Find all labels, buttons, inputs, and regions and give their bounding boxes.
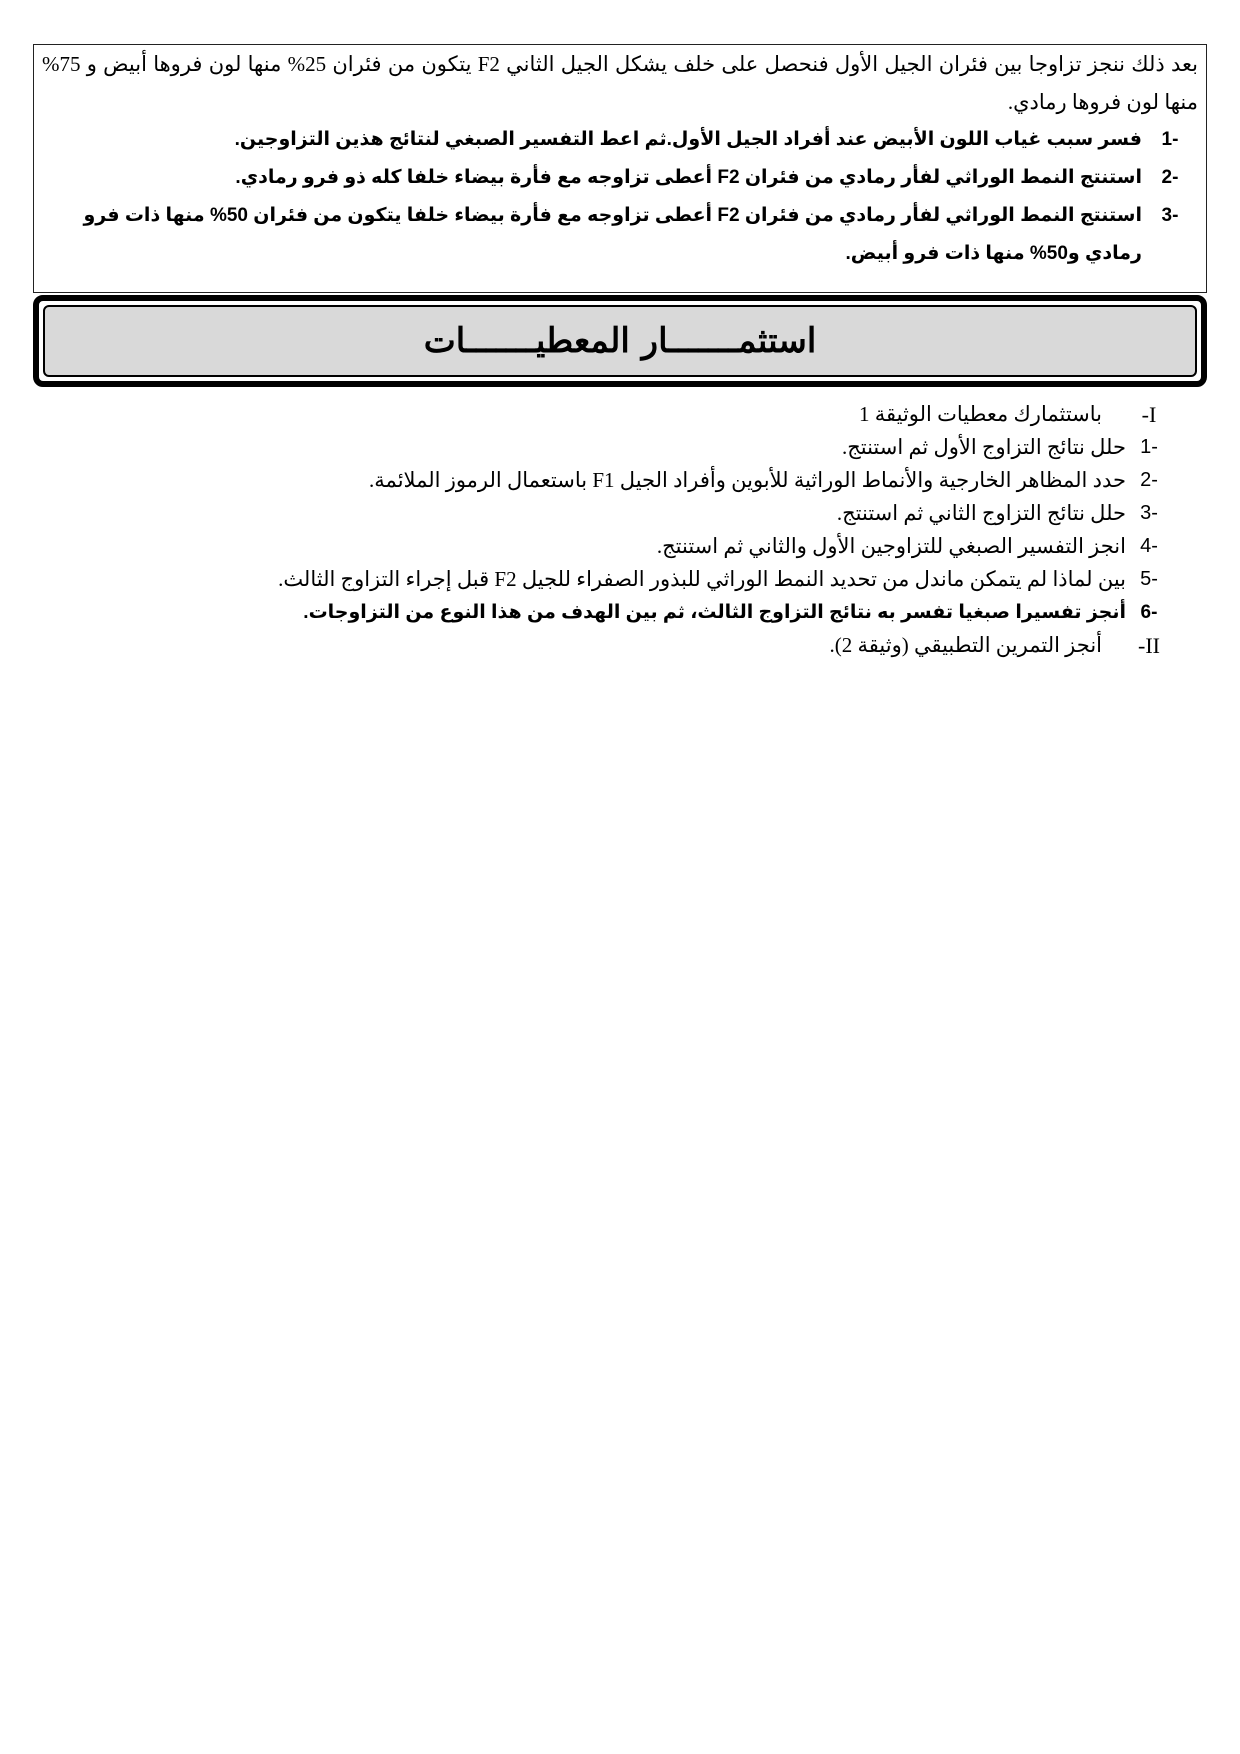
task-number: I- — [1141, 402, 1157, 427]
task-number: -2 — [1140, 469, 1158, 491]
task-item — [60, 431, 1172, 464]
question-text: استنتج النمط الوراثي لفأر رمادي من فئران F2 أعطى تزاوجه مع فأرة بيضاء خلفا يتكون من فئران 50% منها ذات فرو رمادي و50% منها ذات فرو أبيض. — [83, 205, 1142, 264]
task-item — [60, 497, 1172, 530]
question-item — [42, 197, 1198, 273]
task-number: II- — [1138, 633, 1160, 658]
section-title: استثمـــــــار المعطيـــــــات — [423, 321, 817, 361]
question-text: فسر سبب غياب اللون الأبيض عند أفراد الجيل الأول.ثم اعط التفسير الصبغي لنتائج هذين التزاوجين. — [234, 129, 1142, 150]
exercise-box — [33, 44, 1207, 293]
task-item — [60, 464, 1172, 497]
question-number: -3 — [1161, 205, 1179, 226]
question-text: استنتج النمط الوراثي لفأر رمادي من فئران F2 أعطى تزاوجه مع فأرة بيضاء خلفا كله ذو فرو رمادي. — [235, 167, 1142, 188]
question-number: -2 — [1161, 167, 1179, 188]
task-text: انجز التفسير الصبغي للتزاوجين الأول والثاني ثم استنتج. — [656, 534, 1126, 558]
section-banner — [33, 295, 1207, 387]
task-item — [60, 530, 1172, 563]
task-item — [60, 563, 1172, 596]
task-number: -3 — [1140, 502, 1158, 524]
task-list — [60, 398, 1172, 662]
task-text: باستثمارك معطيات الوثيقة 1 — [858, 402, 1102, 426]
task-item — [60, 596, 1172, 629]
task-text: أنجز تفسيرا صبغيا تفسر به نتائج التزاوج الثالث، ثم بين الهدف من هذا النوع من التزاوجات. — [303, 602, 1126, 623]
task-text: أنجز التمرين التطبيقي (وثيقة 2). — [829, 633, 1102, 657]
section-banner-inner — [43, 305, 1197, 377]
intro-paragraph: بعد ذلك ننجز تزاوجا بين فئران الجيل الأول فنحصل على خلف يشكل الجيل الثاني F2 يتكون من فئران 25% منها لون فروها أبيض و 75% منها لون فروها رمادي. — [42, 52, 1198, 114]
question-item — [42, 159, 1198, 197]
task-item — [60, 629, 1172, 662]
task-text: حلل نتائج التزاوج الثاني ثم استنتج. — [836, 501, 1126, 525]
task-number: -4 — [1140, 535, 1158, 557]
task-number: -1 — [1140, 436, 1158, 458]
task-number: -6 — [1140, 602, 1158, 623]
question-number: -1 — [1161, 129, 1179, 150]
question-item — [42, 121, 1198, 159]
task-text: بين لماذا لم يتمكن ماندل من تحديد النمط الوراثي للبذور الصفراء للجيل F2 قبل إجراء التزاوج الثالث. — [278, 567, 1126, 591]
task-text: حلل نتائج التزاوج الأول ثم استنتج. — [841, 435, 1126, 459]
task-text: حدد المظاهر الخارجية والأنماط الوراثية للأبوين وأفراد الجيل F1 باستعمال الرموز الملائمة. — [369, 468, 1126, 492]
question-list — [42, 121, 1198, 273]
task-item — [60, 398, 1172, 431]
task-number: -5 — [1140, 568, 1158, 590]
